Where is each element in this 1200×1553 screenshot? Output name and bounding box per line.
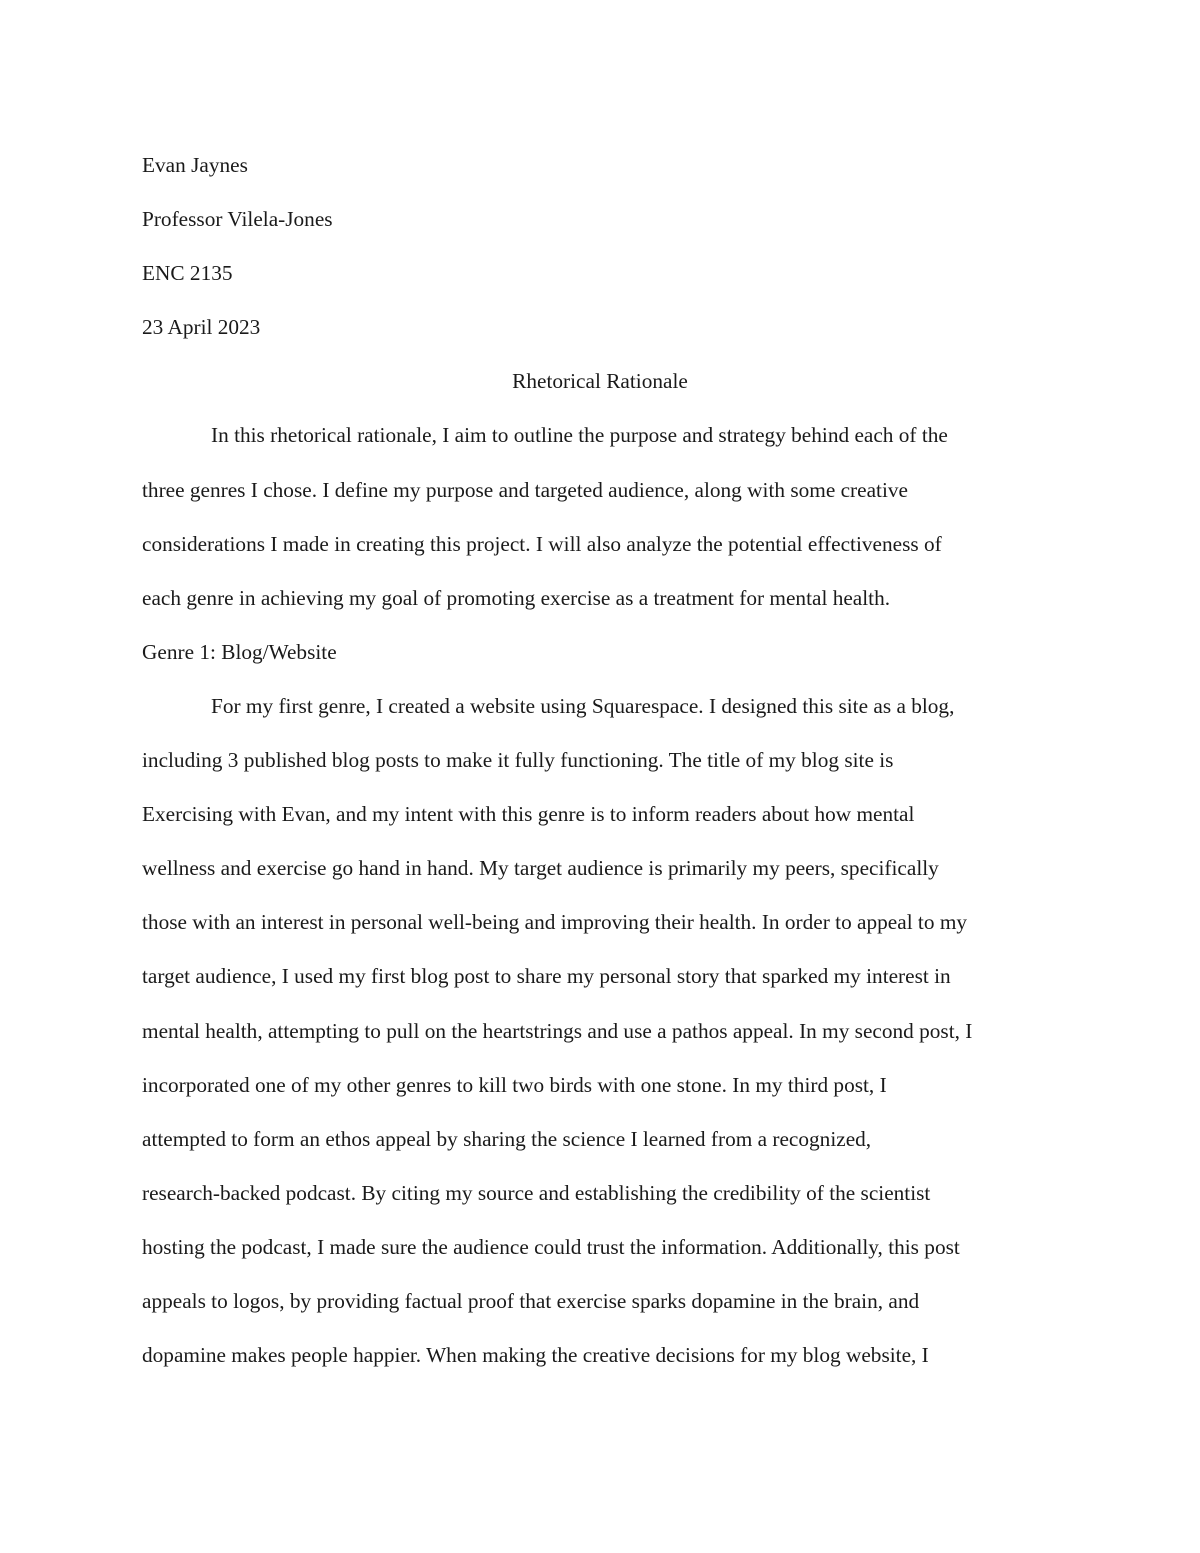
- intro-line: considerations I made in creating this project. I will also analyze the potential effectiveness of: [142, 531, 942, 556]
- body-line: research-backed podcast. By citing my source and establishing the credibility of the scientist: [142, 1180, 931, 1205]
- intro-line: three genres I chose. I define my purpose and targeted audience, along with some creative: [142, 477, 908, 502]
- body-line: those with an interest in personal well-being and improving their health. In order to appeal to my: [142, 910, 968, 935]
- body-line: dopamine makes people happier. When making the creative decisions for my blog website, I: [142, 1343, 929, 1368]
- intro-line: In this rhetorical rationale, I aim to outline the purpose and strategy behind each of the: [211, 423, 948, 448]
- document-date: 23 April 2023: [142, 315, 261, 340]
- section-heading: Genre 1: Blog/Website: [142, 639, 337, 664]
- document-body: [142, 138, 1062, 1382]
- intro-paragraph: [142, 408, 1062, 624]
- body-paragraph: [142, 679, 1062, 1382]
- professor-name: Professor Vilela-Jones: [142, 207, 333, 232]
- body-line: Exercising with Evan, and my intent with this genre is to inform readers about how mental: [142, 802, 915, 827]
- body-line: For my first genre, I created a website using Squarespace. I designed this site as a blog,: [211, 693, 955, 718]
- body-line: wellness and exercise go hand in hand. My target audience is primarily my peers, specifically: [142, 856, 939, 881]
- document-title: Rhetorical Rationale: [512, 369, 688, 394]
- author-name: Evan Jaynes: [142, 153, 248, 177]
- body-line: including 3 published blog posts to make it fully functioning. The title of my blog site is: [142, 748, 894, 773]
- body-line: appeals to logos, by providing factual proof that exercise sparks dopamine in the brain, and: [142, 1288, 920, 1313]
- body-line: incorporated one of my other genres to kill two birds with one stone. In my third post, I: [142, 1072, 887, 1097]
- body-line: attempted to form an ethos appeal by sharing the science I learned from a recognized,: [142, 1126, 872, 1151]
- body-line: hosting the podcast, I made sure the audience could trust the information. Additionally, this post: [142, 1234, 960, 1259]
- course-code: ENC 2135: [142, 261, 233, 286]
- intro-line: each genre in achieving my goal of promoting exercise as a treatment for mental health.: [142, 585, 891, 610]
- body-line: target audience, I used my first blog post to share my personal story that sparked my interest in: [142, 964, 951, 989]
- body-line: mental health, attempting to pull on the heartstrings and use a pathos appeal. In my second post, I: [142, 1018, 973, 1043]
